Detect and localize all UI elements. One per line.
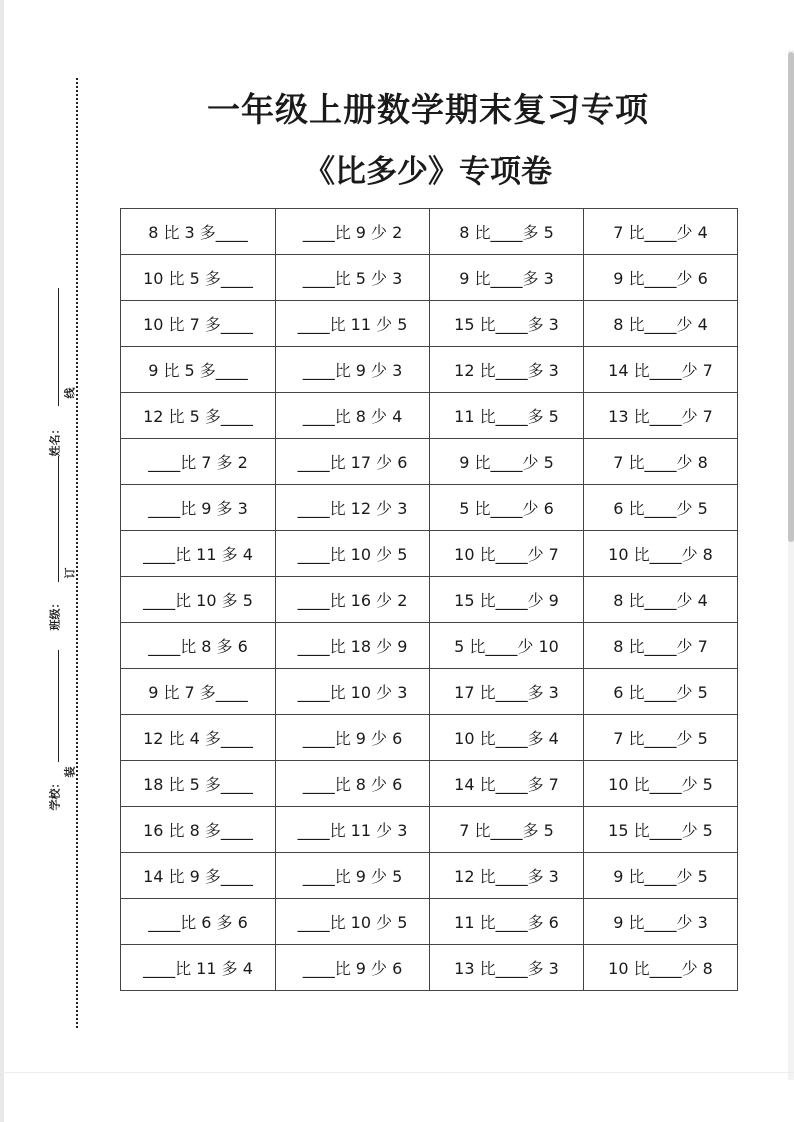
table-row (121, 761, 738, 807)
exercise-cell: ____比 10 少 5 (276, 899, 430, 945)
exercise-cell: 16 比 8 多____ (121, 807, 276, 853)
exercise-cell: ____比 6 多 6 (121, 899, 276, 945)
exercise-cell: 12 比____多 3 (430, 347, 584, 393)
table-row (121, 485, 738, 531)
page-title: 一年级上册数学期末复习专项 (207, 90, 649, 129)
exercise-cell: ____比 11 少 5 (276, 301, 430, 347)
exercise-cell: 5 比____少 10 (430, 623, 584, 669)
exercise-cell: 12 比 4 多____ (121, 715, 276, 761)
exercise-cell: ____比 5 少 3 (276, 255, 430, 301)
exercise-cell: 11 比____多 6 (430, 899, 584, 945)
exercise-cell: 12 比 5 多____ (121, 393, 276, 439)
exercise-cell: ____比 12 少 3 (276, 485, 430, 531)
page-edge (0, 0, 4, 1122)
table-row (121, 439, 738, 485)
table-row (121, 853, 738, 899)
bind-char-staple: 订 (63, 567, 77, 579)
exercise-cell: 15 比____少 9 (430, 577, 584, 623)
exercise-cell: ____比 8 多 6 (121, 623, 276, 669)
exercise-cell: ____比 10 少 5 (276, 531, 430, 577)
exercise-cell: 18 比 5 多____ (121, 761, 276, 807)
table-row (121, 255, 738, 301)
exercise-cell: 15 比____少 5 (584, 807, 738, 853)
exercise-cell: 17 比____多 3 (430, 669, 584, 715)
school-blank-upper[interactable] (58, 650, 59, 762)
table-row (121, 531, 738, 577)
class-label: 班级： (48, 597, 62, 631)
exercise-cell: ____比 8 少 6 (276, 761, 430, 807)
bind-char-bind: 装 (63, 766, 77, 778)
table-row (121, 899, 738, 945)
exercise-cell: 6 比____少 5 (584, 485, 738, 531)
exercise-cell: ____比 7 多 2 (121, 439, 276, 485)
exercise-cell: 10 比 5 多____ (121, 255, 276, 301)
exercise-cell: 14 比____少 7 (584, 347, 738, 393)
exercise-cell: 15 比____多 3 (430, 301, 584, 347)
exercise-cell: ____比 9 少 6 (276, 945, 430, 991)
exercise-cell: 9 比 5 多____ (121, 347, 276, 393)
table-row (121, 669, 738, 715)
exercise-cell: ____比 11 少 3 (276, 807, 430, 853)
table-row (121, 945, 738, 991)
exercise-cell: ____比 9 多 3 (121, 485, 276, 531)
exercise-table (120, 208, 738, 991)
exercise-cell: 8 比____少 4 (584, 577, 738, 623)
exercise-cell: 5 比____少 6 (430, 485, 584, 531)
exercise-cell: 12 比____多 3 (430, 853, 584, 899)
exercise-cell: 9 比____少 5 (584, 853, 738, 899)
exercise-cell: ____比 8 少 4 (276, 393, 430, 439)
table-row (121, 347, 738, 393)
exercise-cell: 11 比____多 5 (430, 393, 584, 439)
exercise-cell: 13 比____多 3 (430, 945, 584, 991)
exercise-cell: 8 比____少 7 (584, 623, 738, 669)
exercise-cell: ____比 17 少 6 (276, 439, 430, 485)
binding-dotted-line (76, 78, 78, 1028)
table-row (121, 209, 738, 255)
exercise-cell: 10 比____多 4 (430, 715, 584, 761)
exercise-cell: ____比 9 少 6 (276, 715, 430, 761)
table-row (121, 301, 738, 347)
exercise-cell: ____比 9 少 5 (276, 853, 430, 899)
exercise-cell: ____比 18 少 9 (276, 623, 430, 669)
name-label: 姓名： (48, 423, 62, 457)
exercise-cell: 14 比 9 多____ (121, 853, 276, 899)
exercise-cell: 9 比____少 5 (430, 439, 584, 485)
table-row (121, 715, 738, 761)
page-subtitle: 《比多少》专项卷 (304, 154, 552, 190)
page-bottom-divider (0, 1072, 794, 1073)
scrollbar-thumb[interactable] (788, 52, 794, 542)
exercise-cell: 14 比____多 7 (430, 761, 584, 807)
table-row (121, 393, 738, 439)
class-blank[interactable] (58, 456, 59, 582)
exercise-cell: 10 比____少 8 (584, 945, 738, 991)
exercise-cell: ____比 11 多 4 (121, 531, 276, 577)
table-row (121, 623, 738, 669)
exercise-cell: 10 比____少 8 (584, 531, 738, 577)
table-row (121, 577, 738, 623)
exercise-cell: 9 比____少 3 (584, 899, 738, 945)
exercise-cell: ____比 16 少 2 (276, 577, 430, 623)
name-blank[interactable] (58, 288, 59, 406)
exercise-cell: ____比 10 多 5 (121, 577, 276, 623)
table-row (121, 807, 738, 853)
exercise-cell: 7 比____少 5 (584, 715, 738, 761)
exercise-cell: 13 比____少 7 (584, 393, 738, 439)
exercise-cell: ____比 11 多 4 (121, 945, 276, 991)
exercise-cell: 8 比 3 多____ (121, 209, 276, 255)
exercise-cell: 8 比____少 4 (584, 301, 738, 347)
exercise-cell: 10 比____少 5 (584, 761, 738, 807)
exercise-cell: 9 比 7 多____ (121, 669, 276, 715)
bind-char-line: 线 (63, 387, 77, 399)
exercise-cell: 7 比____多 5 (430, 807, 584, 853)
exercise-cell: 10 比 7 多____ (121, 301, 276, 347)
exercise-cell: 7 比____少 4 (584, 209, 738, 255)
exercise-cell: ____比 9 少 3 (276, 347, 430, 393)
exercise-cell: 9 比____多 3 (430, 255, 584, 301)
exercise-cell: 10 比____少 7 (430, 531, 584, 577)
exercise-cell: ____比 9 少 2 (276, 209, 430, 255)
exercise-cell: 8 比____多 5 (430, 209, 584, 255)
exercise-cell: 7 比____少 8 (584, 439, 738, 485)
exercise-cell: 6 比____少 5 (584, 669, 738, 715)
school-label: 学校： (48, 777, 62, 811)
exercise-cell: 9 比____少 6 (584, 255, 738, 301)
exercise-cell: ____比 10 少 3 (276, 669, 430, 715)
